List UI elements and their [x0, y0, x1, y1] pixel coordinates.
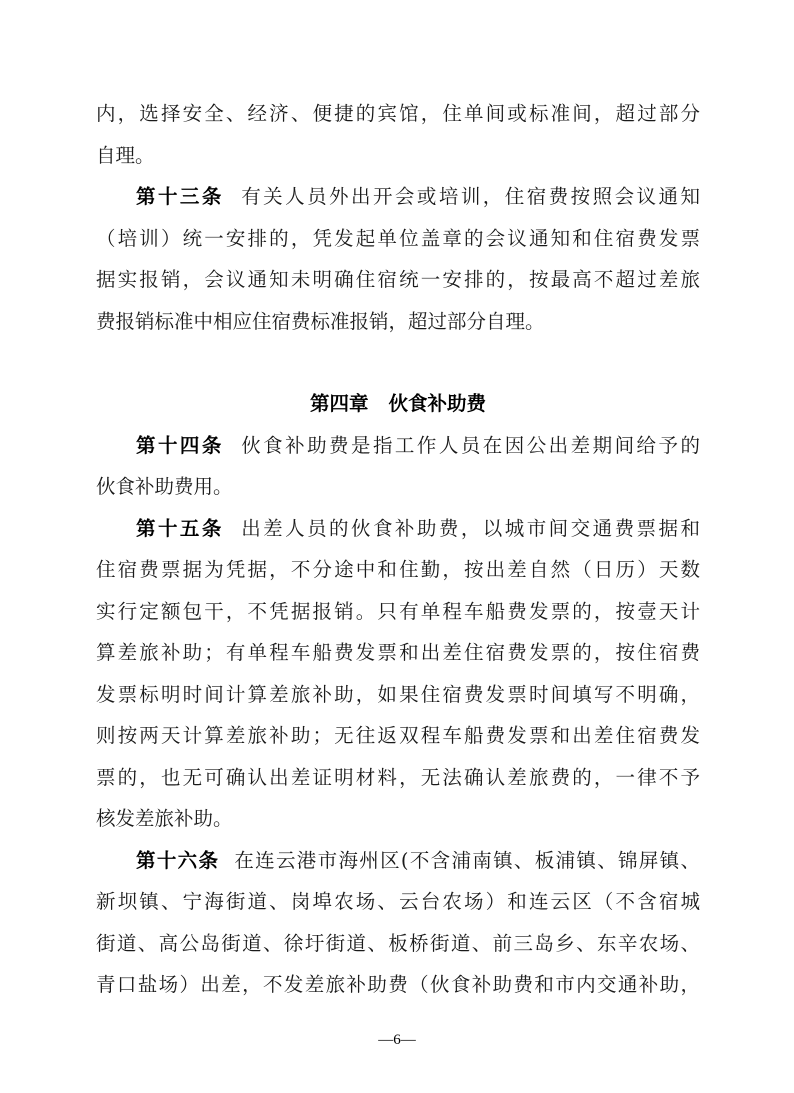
article-text: 出差人员的伙食补助费，以城市间交通费票据和: [241, 516, 700, 540]
text-line: [96, 176, 700, 218]
article-text: 有关人员外出开会或培训，住宿费按照会议通知: [241, 185, 700, 208]
article-heading: 第十三条: [136, 185, 224, 208]
text-line: 新坝镇、宁海街道、岗埠农场、云台农场）和连云区（不含宿城: [96, 890, 700, 913]
article-text: 伙食补助费是指工作人员在因公出差期间给予的: [241, 433, 700, 457]
text-line: 内，选择安全、经济、便捷的宾馆，住单间或标准间，超过部分: [96, 102, 700, 125]
text-line: 票的，也无可确认出差证明材料，无法确认差旅费的，一律不予: [96, 765, 700, 789]
chapter-heading: [96, 383, 700, 425]
article-15: [96, 508, 700, 840]
chapter-title: 伙食补助费: [388, 392, 487, 415]
text-line: 费报销标准中相应住宿费标准报销，超过部分自理。: [96, 309, 545, 333]
text-line: [96, 425, 700, 467]
text-line: 青口盐场）出差，不发差旅补助费（伙食补助费和市内交通补助，: [96, 973, 700, 996]
text-line: 核发差旅补助。: [96, 807, 233, 830]
paragraph-continuation: [96, 93, 700, 176]
text-line: 发票标明时间计算差旅补助，如果住宿费发票时间填写不明确，: [96, 682, 700, 706]
text-line: 伙食补助费用。: [96, 475, 233, 498]
article-text: 在连云港市海州区(不含浦南镇、板浦镇、锦屏镇、: [234, 848, 700, 872]
article-16: [96, 840, 700, 1006]
text-line: （培训）统一安排的，凭发起单位盖章的会议通知和住宿费发票: [96, 226, 700, 250]
text-line: 住宿费票据为凭据，不分途中和住勤，按出差自然（日历）天数: [96, 558, 700, 581]
article-heading: 第十五条: [136, 516, 224, 540]
text-line: [96, 508, 700, 550]
text-line: 算差旅补助；有单程车船费发票和出差住宿费发票的，按住宿费: [96, 641, 700, 664]
article-13: [96, 176, 700, 342]
text-line: 实行定额包干，不凭据报销。只有单程车船费发票的，按壹天计: [96, 599, 700, 623]
text-line: 则按两天计算差旅补助；无往返双程车船费发票和出差住宿费发: [96, 724, 700, 747]
article-heading: 第十四条: [136, 433, 224, 457]
text-line: 据实报销，会议通知未明确住宿统一安排的，按最高不超过差旅: [96, 268, 700, 291]
page-number: —6—: [378, 1032, 416, 1048]
text-line: [96, 840, 700, 882]
document-body: [96, 93, 700, 1006]
article-heading: 第十六条: [136, 848, 220, 872]
text-line: 街道、高公岛街道、徐圩街道、板桥街道、前三岛乡、东辛农场、: [96, 931, 700, 955]
chapter-number: 第四章: [309, 392, 369, 415]
text-line: 自理。: [96, 143, 155, 167]
article-14: [96, 425, 700, 508]
